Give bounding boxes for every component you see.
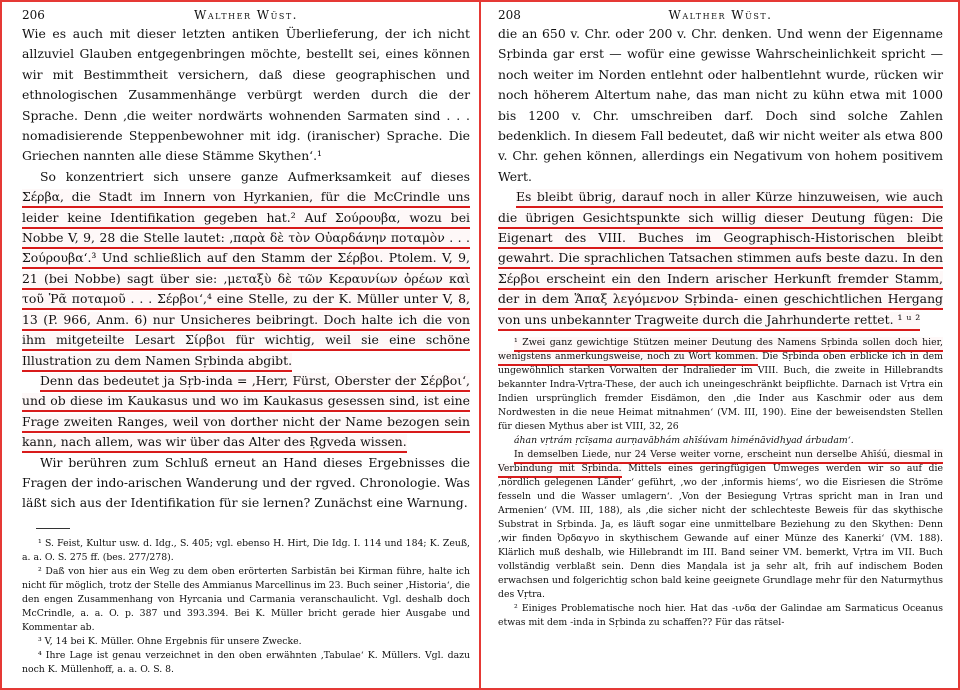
- right-footnote-1: [498, 336, 943, 434]
- left-paragraph-2-lead: So konzentriert sich unsere ganze Aufmerksamkeit auf dieses: [40, 168, 470, 184]
- left-footnote-2: ² Daß von hier aus ein Weg zu dem oben erörterten Sarbistān bei Kirman führe, halte ich nicht für möglich, trotz der Stelle des Ammianus Marcellinus im 23. Buch seiner ‚Historia‘, die den engen Zusammenhang von Hyrcania und Carmania veranschaulicht. Vgl. deshalb doch McCrindle, a. a. O. p. 387 und 393.394. Bei K. Müller bricht gerade hier Ausgabe und Kommentar ab.: [22, 565, 470, 633]
- right-footnotes: [498, 336, 943, 630]
- page-divider: [479, 0, 481, 690]
- right-paragraph-2-highlight: Es bleibt übrig, darauf noch in aller Kürze hinzuweisen, wie auch die übrigen Gesichtspunkte sich willig dieser Deutung fügen: Die Eigenart des VIII. Buches im Geographisch-Historischen bleibt gewahrt. Die sprachlichen Tatsachen stimmen aufs beste dazu. In den Σέρβοι erscheint ein den Indern arischer Herkunft fremder Stamm, der in dem Ἅπαξ λεγόμενον Sṛbinda- einen geschichtlichen Hergang von uns unbekannter Tragweite durch die Jahrhunderte rettet. ¹ ᵘ ²: [498, 189, 943, 330]
- left-paragraph-3-highlight: Denn das bedeutet ja Sṛb-inda = ‚Herr, Fürst, Oberster der Σέρβοι‘, und ob diese im Kaukasus und wo im Kaukasus gesessen sind, ist eine Frage zweiten Ranges, weil von dorther nicht der Name bezogen sein kann, nach allem, was wir über das Alter des Ṛgveda wissen.: [22, 373, 470, 453]
- left-page-number: 206: [22, 8, 45, 22]
- left-paragraph-1: Wie es auch mit dieser letzten antiken Überlieferung, der ich nicht allzuviel Glauben entgegenbringen möchte, bestellt sei, eines können wir mit Bestimmtheit versichern, daß diese geographischen und ethnologischen Zusammenhänge verbürgt werden durch die der Sprache. Denn ‚die weiter nordwärts wohnenden Sarmaten sind . . . nomadisierende Steppenbewohner mit idg. (iranischer) Sprache. Die Griechen nannten alle diese Stämme Skythen‘.¹: [22, 26, 470, 164]
- right-footnote-2: ² Einiges Problematische noch hier. Hat das -ινδα der Galindae am Sarmaticus Oceanus etwas mit dem -inda in Sṛbinda zu schaffen?? Für das rätsel-: [498, 603, 943, 629]
- left-page: [22, 6, 470, 677]
- right-footnote-1-highlight: ¹ Zwei ganz gewichtige Stützen meiner Deutung des Namens Sṛbinda sollen doch hier, wenigstens anmerkungsweise, noch zu Wort kommen.: [498, 337, 943, 366]
- left-footnotes: [22, 537, 470, 677]
- left-footnote-rule: [36, 528, 70, 529]
- right-footnote-1-highlight-2: In demselben Liede, nur 24 Verse weiter vorne, erscheint nun derselbe Ahīśú, diesmal in Verbindung mit Sṛbinda.: [498, 449, 943, 478]
- left-running-title: Walther Wüst.: [194, 8, 298, 22]
- right-footnote-quote: áhan vṛtrám ṛcīṣama aurṇavābhám ahīśúvam himénāvidhyad árbudam‘.: [514, 435, 854, 447]
- left-footnote-3: ³ V, 14 bei K. Müller. Ohne Ergebnis für unsere Zwecke.: [38, 635, 302, 647]
- right-footnote-1-text: Die Sṛbinda oben erblicke ich in dem ungewöhnlich starken Vorwalten der Indralieder im VIII. Buch, die zweite in Hillebrandts bekannter Indra-Vṛtra-These, der auch ich uneingeschränkt beipflichte. Darnach ist Vṛtra ein Indien ursprünglich fremder Eisdämon, den ‚die Inder aus Kaschmir oder aus dem Nordwesten in die neue Heimat mitnahmen‘ (VM. III, 190). Eine der beweisendsten Stellen für diesen Mythus aber ist VIII, 32, 26: [498, 351, 943, 433]
- right-page-number: 208: [498, 8, 521, 22]
- left-running-head: [22, 6, 470, 24]
- left-body: [22, 24, 470, 514]
- left-paragraph-2: [22, 167, 470, 371]
- right-footnote-1-text-2: Mittels eines geringfügigen Umweges werden wir so auf die ‚nördlich gelegenen Länder‘ geführt, ‚wo der ‚informis hiems‘, wo die Eisriesen die Ströme fesseln und die Wasser umlagern‘. ‚Von der Besiegung Vṛtras spricht man in Iran und Armenien‘ (VM. III, 188), als ‚die sicher nicht der schlechteste Beweis für das skythische Substrat in Sṛbinda. Ja, es läuft sogar eine unmittelbare Beziehung zu den Skythen: Denn ‚wir finden Ὀρδαγνο in skythischem Gewande auf einer Münze des Kanerki‘ (VM. 188). Klärlich muß deshalb, wie Hillebrandt im III. Band seiner VM. bemerkt, Vṛtra im VII. Buch vollständig verblaßt sein. Denn dies Maṇḍala ist ja sehr alt, frih auf indischem Boden erwachsen und folgerichtig schon bald keine geeignete Grundlage mehr für den Naturmythus des Vṛtra.: [498, 463, 943, 601]
- left-footnote-4: ⁴ Ihre Lage ist genau verzeichnet in den oben erwähnten ‚Tabulae‘ K. Müllers. Vgl. dazu noch K. Müllenhoff, a. a. O. S. 8.: [22, 649, 470, 675]
- left-footnote-1: ¹ S. Feist, Kultur usw. d. Idg., S. 405; vgl. ebenso H. Hirt, Die Idg. I. 114 und 184; K. Zeuß, a. a. O. S. 275 ff. (bes. 277/278).: [22, 537, 470, 563]
- right-page: [498, 6, 943, 630]
- left-paragraph-4: Wir berühren zum Schluß erneut an Hand dieses Ergebnisses die Fragen der indo-arischen Wanderung und der rgved. Chronologie. Was läßt sich aus der Identifikation für sie lernen? Zunächst eine Warnung.: [22, 454, 470, 511]
- right-running-title: Walther Wüst.: [668, 8, 773, 22]
- right-footnote-1-cont: [498, 448, 943, 602]
- right-running-head: [498, 6, 943, 24]
- right-paragraph-2: [498, 187, 943, 330]
- right-paragraph-1: die an 650 v. Chr. oder 200 v. Chr. denken. Und wenn der Eigenname Sṛbinda gar erst — wofür eine gewisse Wahrscheinlichkeit spricht — noch weiter im Norden entlehnt oder halbentlehnt wurde, rücken wir noch höherem Altertum nahe, das man nicht zu kühn etwa mit 1000 bis 1200 v. Chr. umschreiben darf. Doch sind solche Zahlen bedenklich. In diesem Fall bedeutet, daß wir nicht weiter als etwa 800 v. Chr. gehen können, allerdings ein Negativum von hohem positivem Wert.: [498, 26, 943, 184]
- left-paragraph-2-highlight: Σέρβα, die Stadt im Innern von Hyrkanien, für die McCrindle uns leider keine Identifikation gegeben hat.² Auf Σούρουβα, wozu bei Nobbe V, 9, 28 die Stelle lautet: ‚παρὰ δὲ τὸν Οὐαρδάνην ποταμὸν . . . Σούρουβα‘.³ Und schließlich auf den Stamm der Σέρβοι. Ptolem. V, 9, 21 (bei Nobbe) sagt über sie: ‚μεταξὺ δὲ τῶν Κεραυνίων ὀρέων καὶ τοῦ Ῥᾶ ποταμοῦ . . . Σέρβοι‘,⁴ eine Stelle, zu der K. Müller unter V, 8, 13 (P. 966, Anm. 6) nur Unsicheres beibringt. Doch halte ich die von ihm mitgeteilte Lesart Σίρβοι für wichtig, weil sie eine schöne Illustration zu dem Namen Sṛbinda abgibt.: [22, 189, 470, 371]
- right-body: [498, 24, 943, 330]
- left-paragraph-3: [22, 371, 470, 453]
